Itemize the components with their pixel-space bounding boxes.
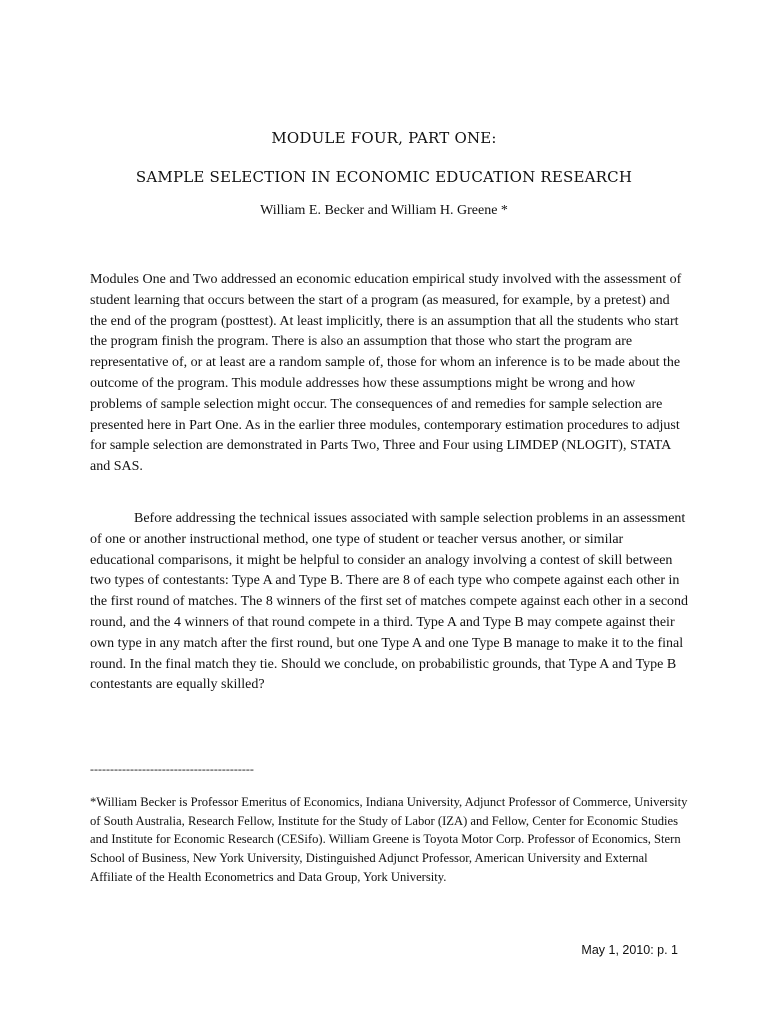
body-paragraph-2: Before addressing the technical issues associated with sample selection problems in an assessment of one or another instructional method, one type of student or teacher versus another, or similar educational comparisons, it might be helpful to consider an analogy involving a contest of skill between two types of contestants: Type A and Type B. There are 8 of each type who compete against each other in the first round of matches. The 8 winners of the first set of matches compete against each other in a second round, and the 4 winners of that round compete in a third. Type A and Type B may compete against their own type in any match after the first round, but one Type A and one Type B manage to make it to the final round. In the final match they tie. Should we conclude, on probabilistic grounds, that Type A and Type B contestants are equally skilled? bbox=[90, 511, 689, 693]
author-footnote: *William Becker is Professor Emeritus of Economics, Indiana University, Adjunct Professor of Commerce, University of South Australia, Research Fellow, Institute for the Study of Labor (IZA) and Fellow, Center for Economic Studies and Institute for Economic Research (CESifo). William Greene is Toyota Motor Corp. Professor of Economics, Stern School of Business, New York University, Distinguished Adjunct Professor, American University and External Affiliate of the Health Econometrics and Data Group, York University. bbox=[90, 795, 688, 884]
paper-title: SAMPLE SELECTION IN ECONOMIC EDUCATION RESEARCH bbox=[135, 168, 633, 186]
page-number: May 1, 2010: p. 1 bbox=[581, 943, 678, 957]
footnote-separator: ----------------------------------------- bbox=[90, 762, 254, 776]
author-line: William E. Becker and William H. Greene * bbox=[260, 203, 508, 218]
body-paragraph-1: Modules One and Two addressed an economic education empirical study involved with the assessment of student learning that occurs between the start of a program (as measured, for example, by a pretest) and the end of the program (posttest). At least implicitly, there is an assumption that all the students who start the program finish the program. There is also an assumption that those who start the program are representative of, or at least are a random sample of, those for whom an inference is to be made about the outcome of the program. This module addresses how these assumptions might be wrong and how problems of sample selection might occur. The consequences of and remedies for sample selection are presented here in Part One. As in the earlier three modules, contemporary estimation procedures to adjust for sample selection are demonstrated in Parts Two, Three and Four using LIMDEP (NLOGIT), STATA and SAS. bbox=[90, 272, 682, 475]
module-title: MODULE FOUR, PART ONE: bbox=[271, 129, 497, 147]
